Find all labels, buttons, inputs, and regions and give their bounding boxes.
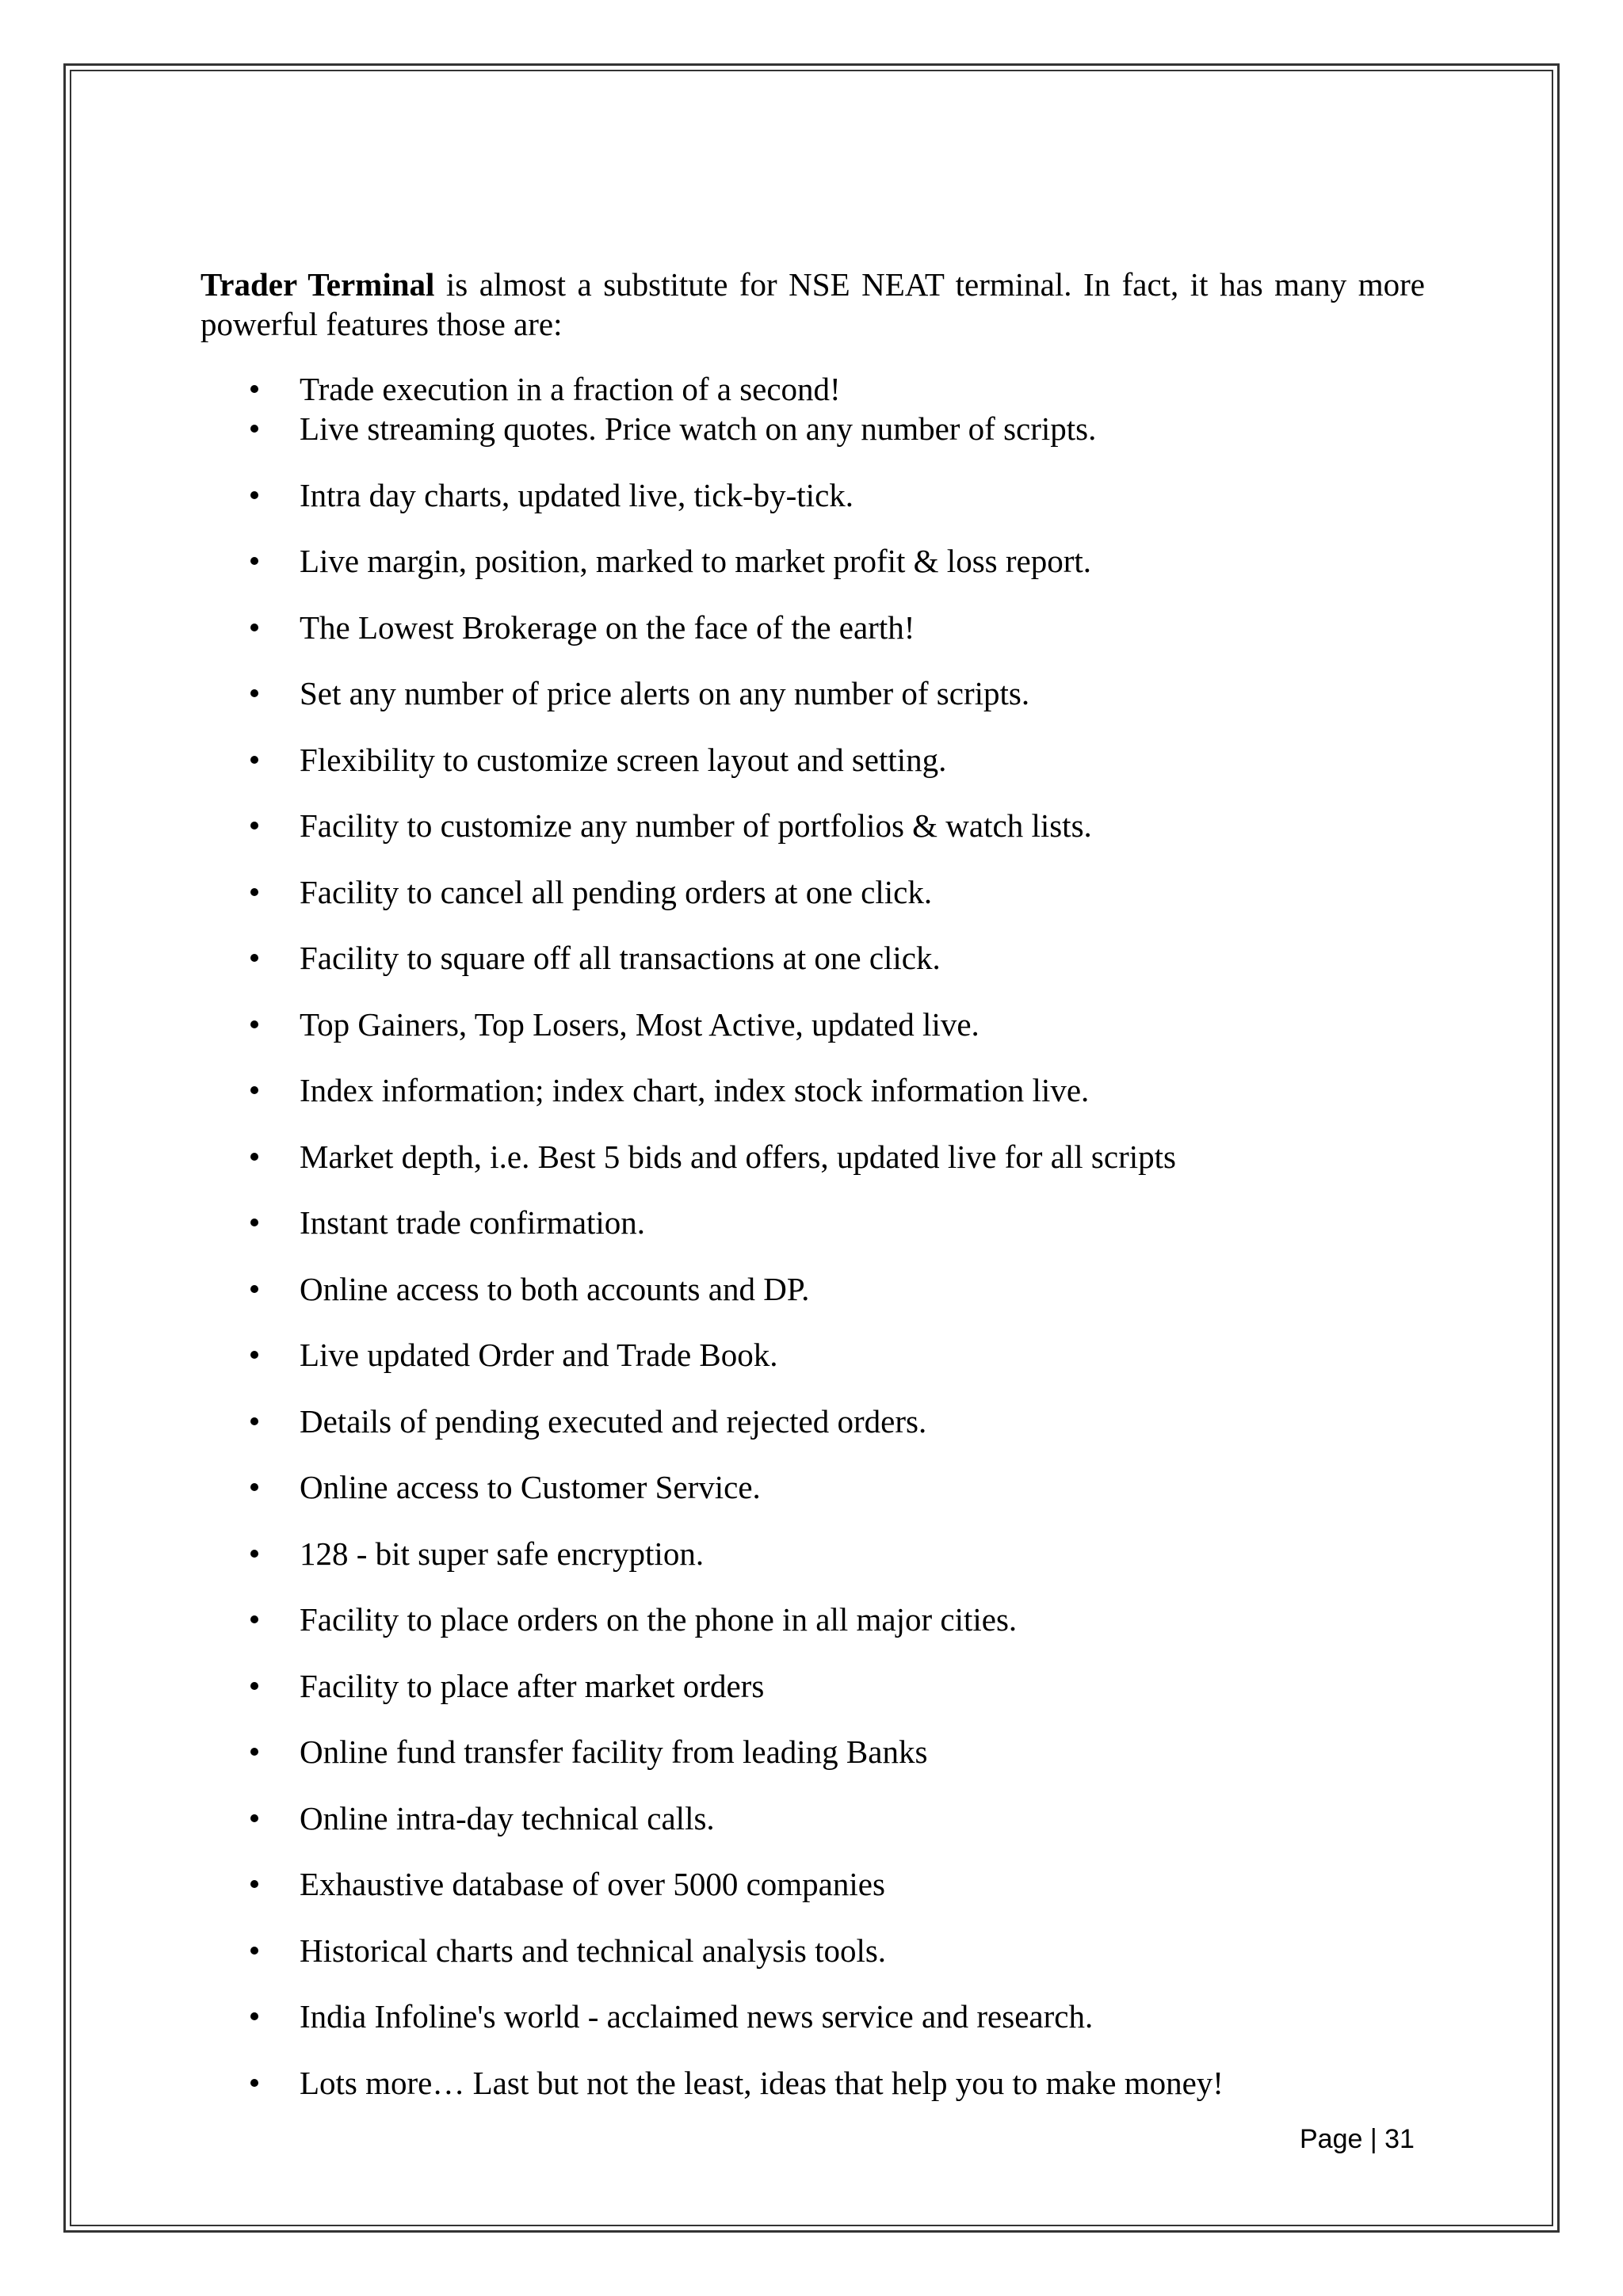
bullet-icon (250, 2079, 258, 2087)
list-item-text: Trade execution in a fraction of a second! (300, 371, 841, 407)
list-item-text: Set any number of price alerts on any number of scripts. (300, 675, 1030, 711)
bullet-icon (250, 1483, 258, 1491)
list-item (200, 1600, 1425, 1666)
list-item (200, 1402, 1425, 1468)
bullet-icon (250, 1615, 258, 1623)
bullet-icon (250, 1219, 258, 1226)
intro-paragraph (200, 265, 1425, 344)
bullet-icon (250, 1351, 258, 1359)
bullet-icon (250, 1880, 258, 1888)
list-item (200, 1269, 1425, 1336)
bullet-icon (250, 1947, 258, 1955)
bullet-icon (250, 756, 258, 764)
list-item (200, 740, 1425, 807)
list-item (200, 1534, 1425, 1600)
list-item (200, 475, 1425, 542)
bullet-icon (250, 1417, 258, 1425)
list-item (200, 1137, 1425, 1203)
list-item (200, 1070, 1425, 1137)
bullet-icon (250, 1814, 258, 1822)
bullet-icon (250, 1020, 258, 1028)
list-item-text: Online intra-day technical calls. (300, 1799, 715, 1836)
bullet-icon (250, 1285, 258, 1293)
list-item-text: Lots more… Last but not the least, ideas that help you to make money! (300, 2064, 1224, 2101)
list-item-text: Online access to Customer Service. (300, 1469, 761, 1505)
list-item (200, 1467, 1425, 1534)
list-item (200, 872, 1425, 939)
bullet-icon (250, 1550, 258, 1558)
intro-text: is almost a substitute for NSE NEAT terminal. In fact, it has many more powerful features those are: (200, 266, 1425, 342)
list-item-text: Facility to place orders on the phone in all major cities. (300, 1601, 1018, 1638)
list-item (200, 409, 1425, 475)
bullet-icon (250, 689, 258, 697)
list-item (200, 673, 1425, 740)
bullet-icon (250, 557, 258, 565)
list-item-text: Intra day charts, updated live, tick-by-tick. (300, 476, 854, 513)
list-item (200, 2063, 1425, 2130)
bullet-icon (250, 888, 258, 896)
list-item (200, 1203, 1425, 1269)
list-item (200, 1864, 1425, 1931)
bullet-icon (250, 1748, 258, 1756)
list-item-text: Exhaustive database of over 5000 companies (300, 1866, 885, 1902)
list-item-text: Facility to cancel all pending orders at one click. (300, 873, 933, 910)
bullet-icon (250, 491, 258, 499)
list-item (200, 1335, 1425, 1402)
list-item (200, 1732, 1425, 1798)
bullet-icon (250, 1086, 258, 1094)
bullet-icon (250, 385, 258, 393)
bullet-icon (250, 624, 258, 631)
list-item-text: Live margin, position, marked to market profit & loss report. (300, 543, 1091, 579)
list-item-text: Market depth, i.e. Best 5 bids and offers, updated live for all scripts (300, 1138, 1176, 1175)
list-item-text: Online fund transfer facility from leading Banks (300, 1733, 928, 1770)
bullet-icon (250, 822, 258, 830)
page-number: Page | 31 (1300, 2124, 1415, 2154)
list-item (200, 1931, 1425, 1997)
list-item-text: Live updated Order and Trade Book. (300, 1337, 778, 1373)
list-item (200, 1005, 1425, 1071)
list-item (200, 369, 1425, 409)
list-item (200, 608, 1425, 674)
intro-bold-term: Trader Terminal (200, 266, 435, 303)
list-item-text: Facility to square off all transactions at one click. (300, 940, 941, 976)
list-item (200, 938, 1425, 1005)
feature-list (200, 369, 1425, 2129)
list-item (200, 1997, 1425, 2063)
list-item-text: Historical charts and technical analysis tools. (300, 1932, 887, 1969)
list-item (200, 1798, 1425, 1865)
list-item (200, 541, 1425, 608)
bullet-icon (250, 954, 258, 962)
list-item (200, 806, 1425, 872)
bullet-icon (250, 1153, 258, 1161)
list-item-text: Details of pending executed and rejected orders. (300, 1402, 927, 1440)
list-item-text: 128 - bit super safe encryption. (300, 1535, 705, 1572)
bullet-icon (250, 425, 258, 433)
list-item-text: India Infoline's world - acclaimed news service and research. (300, 1998, 1094, 2035)
bullet-icon (250, 2012, 258, 2020)
list-item-text: Flexibility to customize screen layout and setting. (300, 741, 947, 778)
list-item-text: Instant trade confirmation. (300, 1204, 646, 1241)
list-item-text: Facility to customize any number of portfolios & watch lists. (300, 807, 1092, 844)
list-item-text: Online access to both accounts and DP. (300, 1270, 810, 1307)
list-item-text: Index information; index chart, index stock information live. (300, 1072, 1090, 1108)
bullet-icon (250, 1682, 258, 1690)
list-item-text: Facility to place after market orders (300, 1667, 765, 1704)
list-item (200, 1666, 1425, 1733)
list-item-text: The Lowest Brokerage on the face of the earth! (300, 608, 915, 646)
list-item-text: Top Gainers, Top Losers, Most Active, updated live. (300, 1005, 980, 1043)
list-item-text: Live streaming quotes. Price watch on any number of scripts. (300, 410, 1097, 447)
